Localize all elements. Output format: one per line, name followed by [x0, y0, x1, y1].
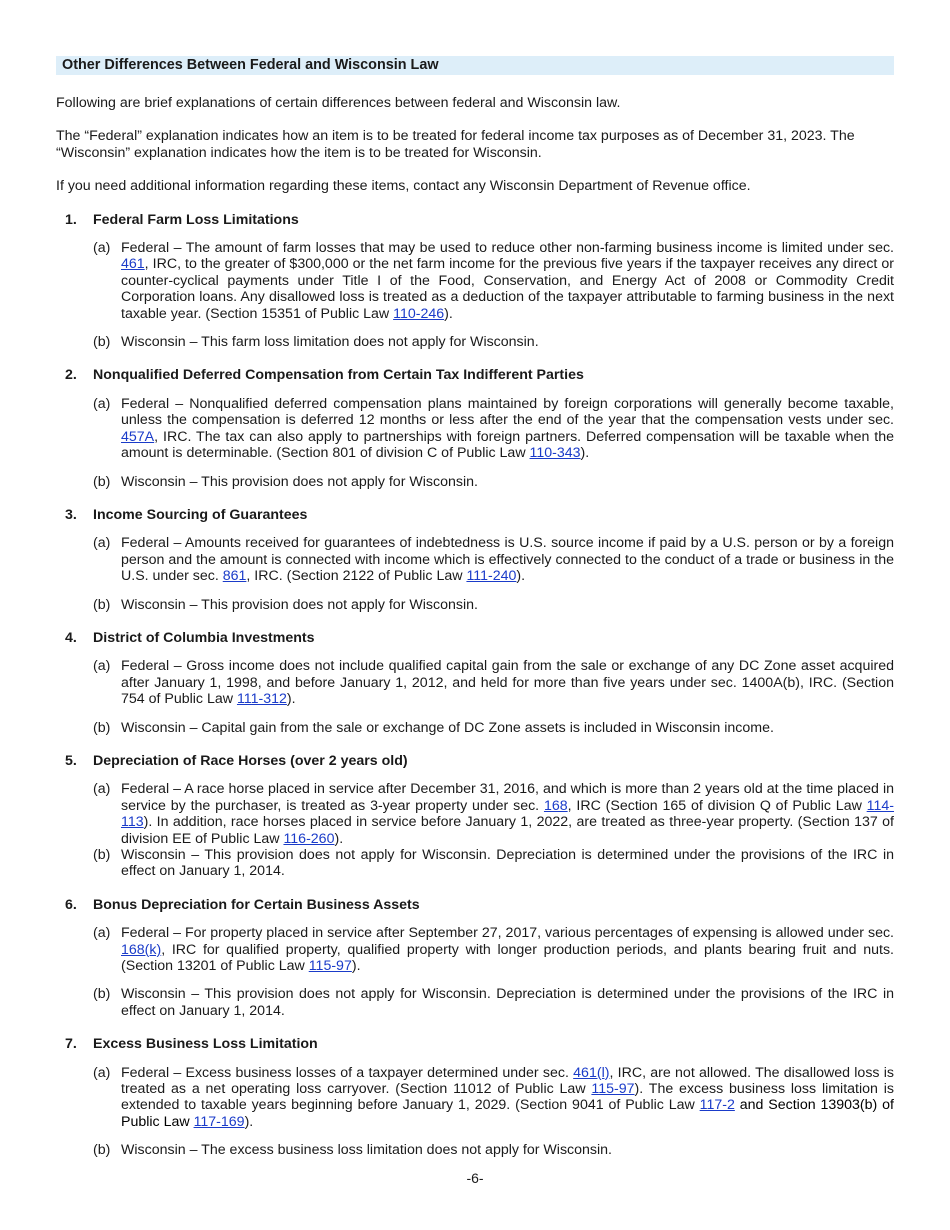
sub-label-b: (b) — [93, 1142, 111, 1159]
sub-label-b: (b) — [93, 473, 111, 490]
text-segment: , IRC (Section 165 of division Q of Public Law — [567, 797, 867, 814]
text-segment: Federal – Excess business losses of a taxpayer determined under sec. — [121, 1064, 574, 1081]
text-segment: Federal – A race horse placed in service after December 31, 2016, and which is more than 2 years old at the time placed in service by the purchaser, is treated as 3-year property under sec. — [121, 781, 894, 814]
link-sec-861[interactable]: 861 — [222, 568, 247, 585]
item-number: 7. — [65, 1036, 77, 1053]
sub-label-b: (b) — [93, 719, 111, 736]
text-segment: Wisconsin – Capital gain from the sale or exchange of DC Zone assets is included in Wisconsin income. — [121, 719, 774, 736]
item-title: Nonqualified Deferred Compensation from Certain Tax Indifferent Parties — [93, 367, 584, 384]
text-segment: Federal – The amount of farm losses that may be used to reduce other non-farming business income is limited under sec. — [121, 240, 894, 257]
item-title: Excess Business Loss Limitation — [93, 1036, 318, 1053]
item-heading — [56, 753, 894, 769]
item-number: 1. — [65, 211, 77, 228]
wisconsin-explanation — [56, 597, 894, 613]
item-excess-business-loss — [56, 1036, 894, 1158]
item-number: 3. — [65, 506, 77, 523]
sub-label-a: (a) — [93, 781, 111, 798]
sub-label-a: (a) — [93, 535, 111, 552]
item-heading — [56, 630, 894, 646]
text-segment: Federal – For property placed in service after September 27, 2017, various percentages of expensing is allowed under sec. — [121, 925, 894, 942]
text-segment: Wisconsin – The excess business loss limitation does not apply for Wisconsin. — [121, 1142, 612, 1159]
item-income-sourcing-guarantees — [56, 507, 894, 613]
link-pl-110-246[interactable]: 110-246 — [393, 305, 445, 322]
text-segment: ). In addition, race horses placed in service before January 1, 2022, are treated as three-year property. (Section 137 of division EE of Public Law — [121, 814, 894, 847]
text-segment: , IRC. (Section 2122 of Public Law — [246, 568, 467, 585]
item-number: 5. — [65, 752, 77, 769]
text-segment: ). — [580, 445, 590, 462]
text-segment: , IRC. The tax can also apply to partnerships with foreign partners. Deferred compensation will be taxable when the amount is determinable. (Section 801 of division C of Public Law — [121, 428, 894, 462]
sub-label-b: (b) — [93, 334, 111, 351]
text-segment: ). — [334, 830, 344, 847]
link-pl-115-97[interactable]: 115-97 — [308, 958, 352, 975]
sub-label-a: (a) — [93, 240, 111, 257]
wisconsin-explanation — [56, 474, 894, 490]
federal-explanation — [56, 240, 894, 322]
text-segment: , IRC, are not allowed. The disallowed loss is treated as a net operating loss carryover. (Section 11012 of Public Law — [121, 1064, 895, 1098]
intro-paragraph-3: If you need additional information regarding these items, contact any Wisconsin Department of Revenue office. — [56, 178, 751, 195]
item-title: Bonus Depreciation for Certain Business Assets — [93, 896, 420, 913]
item-number: 4. — [65, 629, 77, 646]
item-farm-loss-limitations — [56, 212, 894, 351]
text-segment: ). — [286, 691, 296, 708]
link-sec-461l[interactable]: 461(l) — [573, 1064, 610, 1081]
text-segment: , IRC, to the greater of $300,000 or the net farm income for the previous five years if the taxpayer receives any direct or counter-cyclical payments under Title I of the Food, Conservation, and Energy Act of 2008 or Commodity Credit Corporation loans. Any disallowed loss is treated as a deduction of the taxpayer attributable to farming business in the next taxable year. (Section 15351 of Public Law — [121, 256, 894, 322]
link-sec-168k[interactable]: 168(k) — [121, 941, 162, 958]
federal-explanation — [56, 925, 894, 974]
text-segment: ). — [351, 958, 361, 975]
wisconsin-explanation — [56, 1142, 894, 1158]
sub-label-a: (a) — [93, 395, 111, 412]
item-heading — [56, 507, 894, 523]
sub-label-a: (a) — [93, 658, 111, 675]
page-content — [56, 56, 894, 1159]
wisconsin-explanation — [56, 847, 894, 880]
intro-paragraph-1: Following are brief explanations of certain differences between federal and Wisconsin law. — [56, 95, 621, 111]
text-segment: Wisconsin – This provision does not apply for Wisconsin. — [121, 596, 478, 613]
link-pl-117-2[interactable]: 117-2 — [699, 1097, 735, 1114]
link-pl-111-240[interactable]: 111-240 — [466, 568, 517, 585]
link-pl-111-312[interactable]: 111-312 — [236, 691, 287, 708]
sub-label-a: (a) — [93, 1064, 111, 1081]
item-title: District of Columbia Investments — [93, 629, 315, 646]
item-dc-investments — [56, 630, 894, 736]
link-pl-117-169[interactable]: 117-169 — [193, 1113, 245, 1130]
federal-explanation — [56, 1065, 894, 1131]
federal-explanation — [56, 396, 894, 462]
text-segment: Wisconsin – This provision does not apply for Wisconsin. — [121, 473, 478, 490]
link-sec-457a[interactable]: 457A — [121, 428, 155, 445]
wisconsin-explanation — [56, 334, 894, 350]
text-segment: ). — [516, 568, 526, 585]
item-nonqualified-deferred-compensation — [56, 367, 894, 489]
link-pl-115-97[interactable]: 115-97 — [591, 1081, 635, 1098]
text-segment: ). — [244, 1113, 254, 1130]
link-sec-461[interactable]: 461 — [121, 256, 145, 273]
text-segment: Federal – Amounts received for guarantees of indebtedness is U.S. source income if paid by a U.S. person or by a foreign person and the amount is connected with income which is effectively connected to the conduct of a trade or business in the U.S. under sec. — [121, 535, 894, 585]
sub-label-b: (b) — [93, 596, 111, 613]
item-bonus-depreciation — [56, 897, 894, 1019]
item-title: Income Sourcing of Guarantees — [93, 506, 308, 523]
item-number: 2. — [65, 367, 77, 384]
link-pl-116-260[interactable]: 116-260 — [283, 830, 335, 847]
federal-explanation — [56, 535, 894, 584]
item-heading — [56, 212, 894, 228]
item-heading — [56, 897, 894, 913]
sub-label-a: (a) — [93, 925, 111, 942]
wisconsin-explanation — [56, 986, 894, 1019]
link-sec-168[interactable]: 168 — [543, 797, 568, 814]
text-segment: ). — [444, 305, 453, 322]
item-title: Federal Farm Loss Limitations — [93, 211, 299, 228]
text-segment: Wisconsin – This provision does not apply for Wisconsin. Depreciation is determined under the provisions of the IRC in effect on January 1, 2014. — [121, 986, 894, 1019]
text-segment: ). The excess business loss limitation is extended to taxable years beginning before January 1, 2029. (Section 9041 of Public Law — [121, 1081, 895, 1114]
text-segment: Wisconsin – This provision does not apply for Wisconsin. Depreciation is determined under the provisions of the IRC in effect on January 1, 2014. — [121, 847, 894, 880]
text-segment: Federal – Gross income does not include qualified capital gain from the sale or exchange of any DC Zone asset acquired after January 1, 1998, and before January 1, 2012, and held for more than five years under sec. 1400A(b), IRC. (Section 754 of Public Law — [121, 658, 894, 708]
item-number: 6. — [65, 896, 77, 913]
text-segment: Wisconsin – This farm loss limitation does not apply for Wisconsin. — [121, 334, 539, 351]
text-segment: , IRC for qualified property, qualified property with longer production periods, and plants bearing fruit and nuts. (Section 13201 of Public Law — [121, 941, 894, 975]
section-header — [56, 56, 894, 75]
federal-explanation — [56, 658, 894, 707]
page-number: -6- — [466, 1170, 484, 1186]
item-title: Depreciation of Race Horses (over 2 years old) — [93, 752, 408, 769]
item-race-horse-depreciation — [56, 753, 894, 880]
section-title: Other Differences Between Federal and Wisconsin Law — [62, 57, 439, 73]
sub-label-b: (b) — [93, 847, 111, 863]
link-pl-110-343[interactable]: 110-343 — [529, 445, 581, 462]
intro-paragraph-2: The “Federal” explanation indicates how an item is to be treated for federal income tax purposes as of December 31, 2023. The “Wisconsin” explanation indicates how the item is to be treated for Wisconsin. — [56, 128, 855, 161]
item-heading — [56, 367, 894, 383]
text-segment: Federal – Nonqualified deferred compensation plans maintained by foreign corporations will generally become taxable, unless the compensation is deferred 12 months or less after the end of the year that the compensation vests under sec. — [121, 395, 894, 429]
item-heading — [56, 1036, 894, 1052]
sub-label-b: (b) — [93, 986, 111, 1003]
text-segment: and Section 13903(b) of Public Law — [121, 1097, 894, 1130]
federal-explanation — [56, 781, 894, 847]
link-pl-114-113[interactable]: 114-113 — [121, 797, 895, 831]
wisconsin-explanation — [56, 720, 894, 736]
